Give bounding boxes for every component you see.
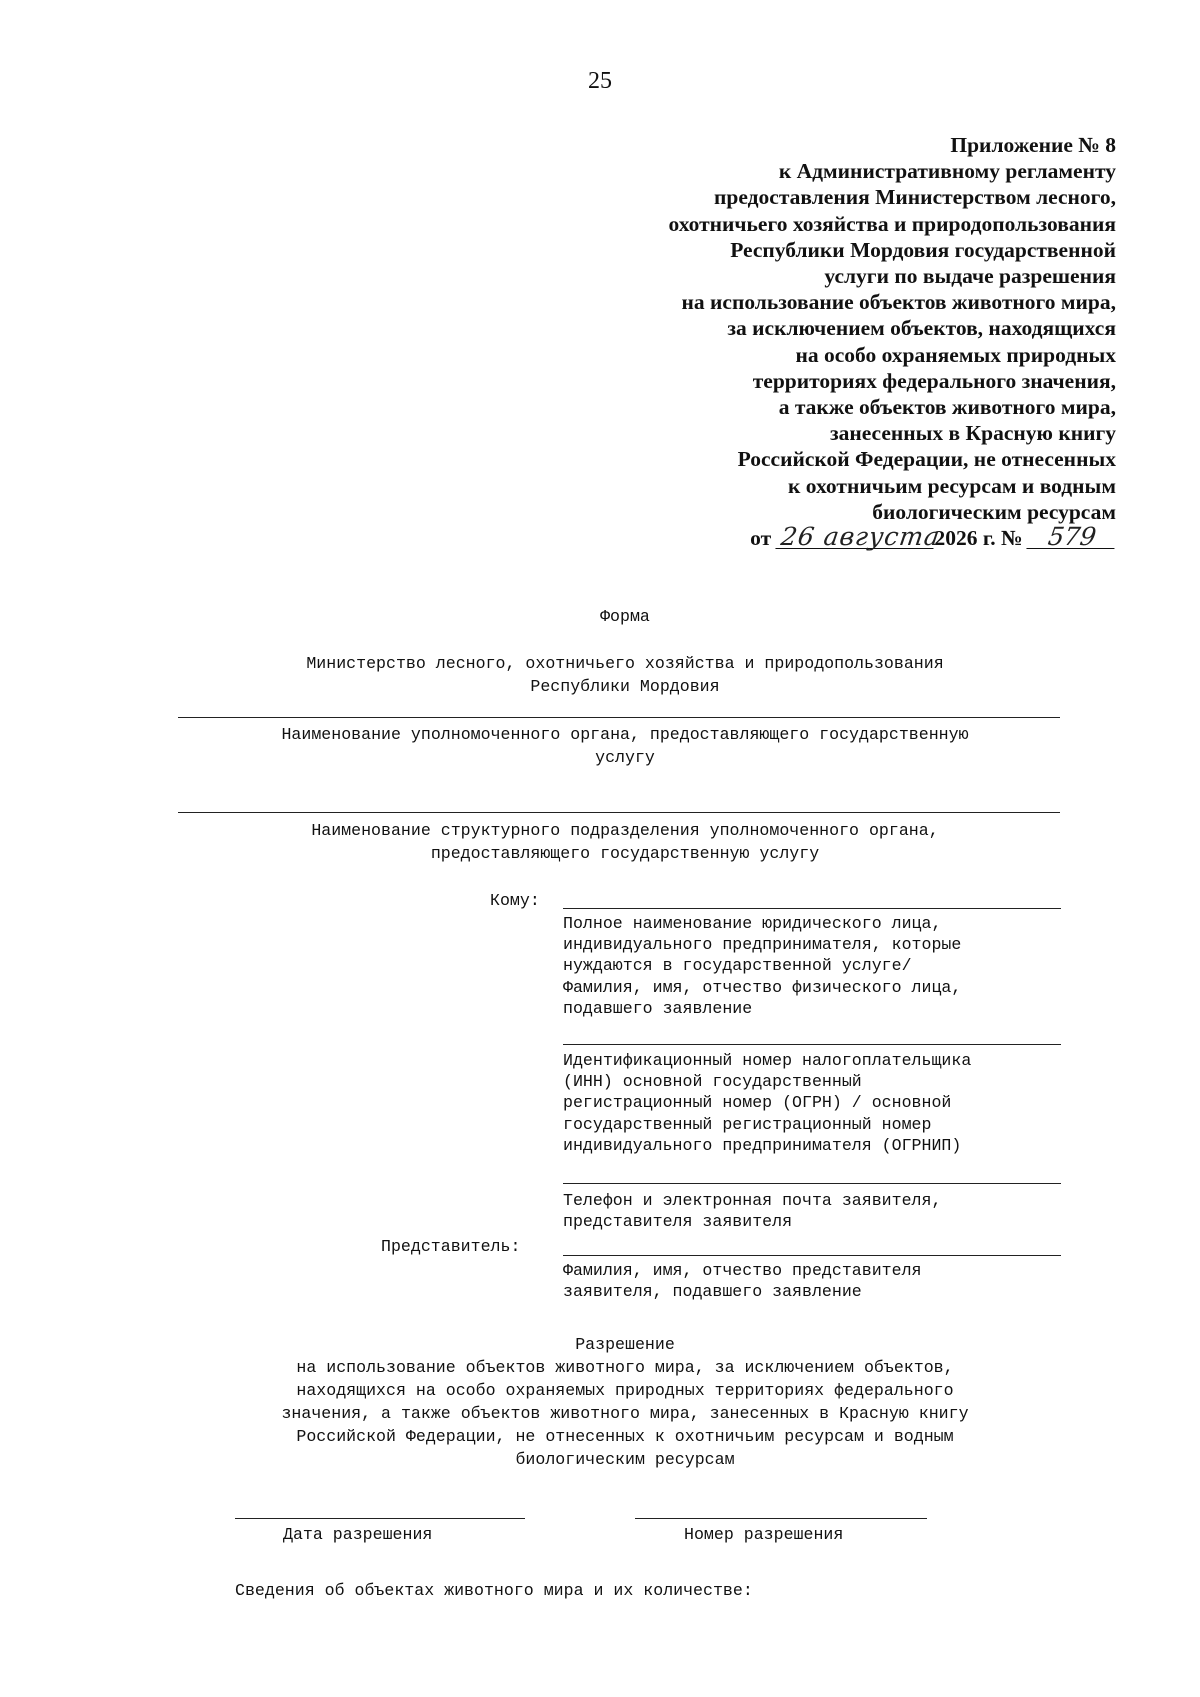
appendix-line: услуги по выдаче разрешения	[824, 264, 1116, 289]
date-prefix: от	[750, 526, 772, 551]
permit-title-line: на использование объектов животного мира, за исключением объектов,	[296, 1358, 954, 1377]
caption-line: заявителя, подавшего заявление	[563, 1282, 862, 1302]
date-year: 2026 г. №	[934, 526, 1023, 551]
caption-line: Фамилия, имя, отчество физического лица,	[563, 977, 962, 997]
animals-info-label: Сведения об объектах животного мира и их количестве:	[235, 1581, 753, 1600]
applicant-contacts-rule	[563, 1183, 1061, 1184]
permit-number-label: Номер разрешения	[684, 1525, 844, 1544]
ministry-line-1: Министерство лесного, охотничьего хозяйства и природопользования	[306, 654, 944, 673]
appendix-line: Приложение № 8	[950, 133, 1116, 157]
caption-division-line-2: предоставляющего государственную услугу	[430, 844, 820, 863]
caption-line: индивидуального предпринимателя (ОГРНИП)	[563, 1135, 962, 1155]
appendix-line: а также объектов животного мира,	[778, 395, 1116, 420]
caption-line: (ИНН) основной государственный	[563, 1072, 862, 1092]
appendix-line: за исключением объектов, находящихся	[727, 316, 1116, 341]
applicant-contacts-caption	[563, 1190, 1073, 1232]
appendix-line: на использование объектов животного мира,	[681, 290, 1116, 315]
caption-line: нуждаются в государственной услуге/	[563, 956, 912, 976]
caption-line: государственный регистрационный номер	[563, 1114, 932, 1134]
handwritten-number: 579	[1026, 526, 1117, 549]
caption-authority-line-2: услугу	[595, 748, 655, 767]
caption-line: представителя заявителя	[563, 1212, 793, 1232]
appendix-line: предоставления Министерством лесного,	[714, 185, 1116, 210]
applicant-name-rule	[563, 908, 1061, 909]
applicant-name-caption	[563, 913, 1073, 1019]
permit-date-rule	[235, 1518, 525, 1519]
caption-division-line-1: Наименование структурного подразделения уполномоченного органа,	[311, 821, 939, 840]
representative-name-caption	[563, 1260, 1073, 1302]
representative-name-rule	[563, 1255, 1061, 1256]
caption-line: подавшего заявление	[563, 998, 753, 1018]
appendix-line: территориях федерального значения,	[752, 368, 1116, 393]
applicant-ids-rule	[563, 1044, 1061, 1045]
permit-title-line: Российской Федерации, не отнесенных к охотничьим ресурсам и водным	[296, 1427, 954, 1446]
appendix-line: к охотничьим ресурсам и водным	[788, 473, 1116, 498]
applicant-ids-caption	[563, 1050, 1073, 1156]
caption-line: Фамилия, имя, отчество представителя	[563, 1261, 922, 1280]
caption-line: Телефон и электронная почта заявителя,	[563, 1191, 942, 1210]
permit-number-rule	[635, 1518, 927, 1519]
caption-authority-line-1: Наименование уполномоченного органа, предоставляющего государственную	[281, 725, 969, 744]
appendix-line: Российской Федерации, не отнесенных	[737, 447, 1116, 472]
appendix-line: биологическим ресурсам	[872, 499, 1116, 524]
appendix-header	[556, 132, 1116, 551]
caption-line: индивидуального предпринимателя, которые	[563, 935, 962, 955]
permit-date-label: Дата разрешения	[283, 1525, 433, 1544]
representative-label: Представитель:	[381, 1237, 521, 1256]
to-label: Кому:	[490, 891, 540, 910]
appendix-date-line	[556, 522, 1116, 552]
division-name-rule	[178, 812, 1060, 813]
appendix-line: Республики Мордовия государственной	[730, 237, 1116, 262]
handwritten-date: 26 августа	[775, 526, 936, 549]
permit-title-line: биологическим ресурсам	[515, 1450, 735, 1469]
authority-name-rule	[178, 717, 1060, 718]
caption-line: регистрационный номер (ОГРН) / основной	[563, 1093, 952, 1113]
permit-title-line: значения, а также объектов животного мира, занесенных в Красную книгу	[281, 1404, 969, 1423]
appendix-line: охотничьего хозяйства и природопользования	[668, 211, 1116, 236]
ministry-line-2: Республики Мордовия	[530, 677, 720, 696]
form-label: Форма	[600, 607, 650, 626]
caption-line: Полное наименование юридического лица,	[563, 914, 942, 933]
appendix-line: к Административному регламенту	[778, 159, 1116, 184]
appendix-line: на особо охраняемых природных	[795, 342, 1116, 367]
permit-heading: Разрешение	[575, 1335, 675, 1354]
page-number: 25	[588, 68, 612, 94]
appendix-line: занесенных в Красную книгу	[829, 421, 1116, 446]
caption-line: Идентификационный номер налогоплательщика	[563, 1051, 972, 1070]
permit-title-line: находящихся на особо охраняемых природных территориях федерального	[296, 1381, 954, 1400]
